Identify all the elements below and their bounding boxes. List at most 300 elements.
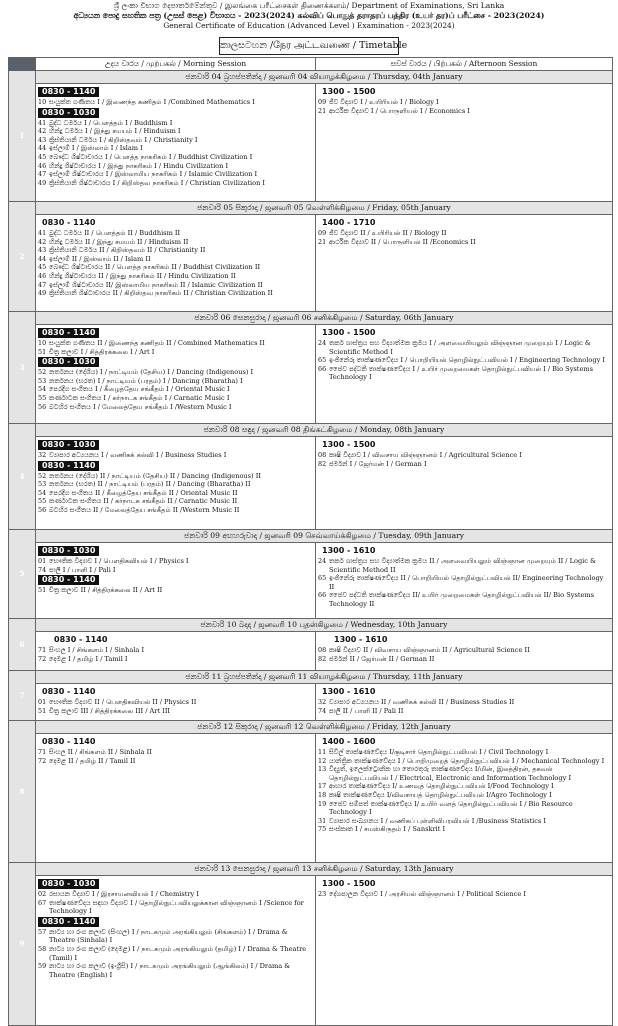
subject-item [38, 339, 312, 348]
subject-item [38, 385, 312, 394]
subject-name: බෞද්ධ ශිෂ්ටාචාරය II / பௌத்த நாகரிகம் II / Buddhist Civilization II [49, 263, 261, 272]
subject-code: 44 [38, 254, 47, 263]
subject-code: 67 [38, 898, 47, 907]
afternoon-session-cell [316, 876, 613, 1026]
subject-code: 82 [318, 459, 327, 468]
subject-code: 19 [318, 799, 327, 808]
subject-name: තර්ක ශාස්ත්‍රය සහ විද්‍යාත්මක ක්‍රමය I / அளவையியலும் விஞ்ஞான முறையும் I / Logic & Scientific Method I [329, 339, 591, 356]
subject-name: ඉස්ලාම් ශිෂ්ටාචාරය I / இஸ்லாமிய நாகரிகம் I / Islamic Civilization I [49, 170, 258, 179]
morning-slots [36, 734, 315, 862]
subject-item [38, 238, 312, 247]
subject-item [318, 782, 609, 791]
subject-name: බටහිර සංගීතය I / மேலைத்தேய சங்கீதம் I /Western Music I [49, 402, 232, 411]
subject-code: 01 [38, 698, 47, 706]
subject-name: නාට්‍ය හා රංග කලාව (දෙමළ) I / நாடகமும் அரங்கியலும் (தமிழ்) I / Drama & Theatre (Tamil) I [49, 944, 307, 962]
morning-slots [36, 684, 315, 720]
subject-code: 08 [318, 646, 327, 654]
subject-item [318, 238, 609, 247]
afternoon-slots [316, 215, 612, 311]
afternoon-session-cell [316, 684, 613, 721]
time-slot-badge: 1400 - 1710 [322, 218, 376, 227]
morning-session-cell [36, 632, 316, 671]
date-row [9, 312, 613, 325]
subject-item [318, 365, 609, 382]
time-slot-badge: 0830 - 1140 [38, 87, 99, 97]
subject-name: ජර්මන් II / ஜேர்மன் II / German II [329, 654, 435, 663]
subject-code: 55 [38, 497, 47, 506]
time-slot-badge: 0830 - 1140 [38, 917, 99, 927]
subject-name: හින්දු ශිෂ්ටාචාරය I / இந்து நாகரிகம் I / Hindu Civilization I [49, 161, 229, 170]
exam-title-line: අධ්‍යයන පොදු සහතික පත්‍ර (උසස් පෙළ) විභාගය - 2023(2024) கல்விப் பொதுத் தராதரப் பத்திர (உயர் தர)ப் பரீட்சை - 2023(2024) [73, 11, 545, 20]
subject-code: 65 [318, 574, 327, 583]
time-slot-badge: 0830 - 1030 [38, 440, 99, 450]
subject-item [38, 272, 312, 281]
subject-code: 54 [38, 488, 47, 497]
subject-item [38, 748, 312, 757]
morning-session-cell [36, 684, 316, 721]
date-label: ජනවාරි 11 බ්‍රහස්පතින්දා / ஜனவரி 11 வியாழக்கிழமை / Thursday, 11th January [36, 671, 613, 684]
subject-code: 66 [318, 591, 327, 600]
subject-item [38, 377, 312, 386]
subject-name: සිවිල් තාක්ෂණවේදය I/குடிசார் தொழில்நுட்பவியல் I / Civil Technology I [329, 748, 549, 756]
subject-item [38, 928, 312, 945]
subject-name: නර්තනය (භරත) I / நாட்டியம் (பரதம்) I / Dancing (Bharatha) I [49, 376, 243, 385]
subject-name: ආර්ථික විද්‍යාව I / பொருளியல் I / Economics I [329, 106, 470, 115]
morning-session-cell [36, 437, 316, 530]
subject-item [318, 460, 609, 469]
exam-english-line: General Certificate of Education (Advanced Level ) Examination - 2023(2024) [163, 21, 455, 30]
subject-name: දෙමළ I / தமிழ் I / Tamil I [49, 654, 128, 663]
subject-code: 46 [38, 271, 47, 280]
subject-name: ජෛව සම්පත් තාක්ෂණවේදය I/ உயிர் வளத் தொழில்நுட்பவியல் I / Bio Resource Technology I [329, 799, 573, 817]
subject-code: 52 [38, 368, 47, 377]
date-label: ජනවාරි 05 සිකුරාදා / ஜனவரி 05 வெள்ளிக்கிழமை / Friday, 05th January [36, 202, 613, 215]
subject-code: 24 [318, 339, 327, 347]
subject-item [318, 791, 609, 800]
subject-name: කෘෂි විද්‍යාව II / விவசாய விஞ்ஞானம் II / Agricultural Science II [329, 646, 530, 654]
subject-item [318, 890, 609, 899]
date-row [9, 71, 613, 84]
subject-name: ක්‍රිස්තියානි ශිෂ්ටාචාරය II / கிறிஸ்தவ நாகரிகம் II / Christian Civilization II [49, 289, 273, 298]
subject-code: 45 [38, 263, 47, 272]
subject-item [38, 229, 312, 238]
subject-name: ආර්ථික විද්‍යාව II / பொருளியல் II /Economics II [329, 237, 476, 246]
subject-item [318, 765, 609, 782]
subject-item [38, 144, 312, 153]
subject-item [318, 591, 609, 608]
subject-item [318, 107, 609, 116]
subject-code: 75 [318, 825, 327, 834]
morning-slots [36, 632, 315, 670]
subject-code: 56 [38, 402, 47, 411]
subject-name: ක්‍රිස්තියානි ධර්මය II / கிறிஸ்தவம் II / Christianity II [49, 246, 206, 255]
subject-code: 41 [38, 229, 47, 237]
subject-code: 71 [38, 748, 47, 756]
subject-item [38, 480, 312, 489]
time-slot-badge: 1300 - 1610 [334, 635, 388, 644]
subject-code: 65 [318, 356, 327, 365]
afternoon-session-header: සවස් වාරය / பிற்பகல் / Afternoon Session [316, 58, 613, 71]
subject-name: චිත්‍ර කලාව III / சித்திரக்கலை III / Art III [49, 706, 171, 715]
time-slot-badge: 0830 - 1030 [38, 879, 99, 889]
time-slot-badge: 0830 - 1030 [38, 108, 99, 118]
subject-item [318, 356, 609, 365]
time-slot-badge: 0830 - 1140 [42, 218, 96, 227]
subject-item [318, 339, 609, 356]
subject-code: 32 [38, 451, 47, 459]
subject-code: 12 [318, 756, 327, 765]
subject-name: කර්ණාටක සංගීතය II / கர்நாடக சங்கீதம் II / Carnatic Music II [49, 497, 238, 506]
subject-item [318, 825, 609, 834]
subject-item [38, 646, 312, 655]
subject-name: ජීව විද්‍යාව I / உயிரியல் I / Biology I [329, 98, 439, 106]
subject-code: 47 [38, 170, 47, 179]
session-row [9, 543, 613, 619]
subject-name: ව්‍යාපාර අධ්‍යයනය I / வணிகக் கல்வி I / Business Studies I [49, 451, 227, 459]
date-label: ජනවාරි 06 සෙනසුරාදා / ஜனவரி 06 சனிக்கிழமை / Saturday, 06th January [36, 312, 613, 325]
subject-name: පෙරදිග සංගීතය I / கீழைத்தேய சங்கீதம் I / Oriental Music I [49, 385, 230, 394]
subject-name: චිත්‍ර කලාව II / சித்திரக்கலை II / Art II [49, 586, 163, 595]
subject-name: සිංහල II / சிங்களம் II / Sinhala II [49, 748, 152, 756]
document-header [0, 0, 618, 55]
afternoon-session-cell [316, 543, 613, 619]
date-label: ජනවාරි 10 බදාදා / ஜனவரி 10 புதன்கிழமை / Wednesday, 10th January [36, 619, 613, 632]
time-slot-badge: 0830 - 1140 [42, 737, 96, 746]
subject-name: නර්තනය (දේශීය) I / நாட்டியம் (தேசிய) I / Dancing (Indigenous) I [49, 368, 254, 377]
session-row [9, 632, 613, 671]
subject-code: 46 [38, 161, 47, 170]
subject-item [38, 899, 312, 916]
subject-item [38, 127, 312, 136]
morning-slots [36, 543, 315, 618]
time-slot-badge: 0830 - 1140 [38, 575, 99, 585]
subject-item [38, 890, 312, 899]
subject-code: 10 [38, 98, 47, 106]
day-number: 9 [9, 863, 36, 1026]
session-row [9, 437, 613, 530]
session-row [9, 84, 613, 202]
day-number: 4 [9, 424, 36, 530]
day-number: 3 [9, 312, 36, 424]
subject-name: පාලි II / பாளி II / Pali II [329, 706, 404, 715]
afternoon-session-cell [316, 215, 613, 312]
day-number: 1 [9, 71, 36, 202]
subject-code: 51 [38, 347, 47, 356]
subject-code: 41 [38, 118, 47, 127]
subject-name: විද්‍යුත්, ඉලෙක්ට්‍රොනික හා තොරතුරු තාක්ෂණවේදය I/மின், இலத்திரன், தகவல் தொழில்நுட்பவியல் I / Electrical, Electronic and Information Technology I [329, 765, 572, 782]
subject-name: තාක්ෂණවේදය සඳහා විද්‍යාව I / தொழில்நுட்பவியலுக்கான விஞ்ஞானம் I /Science for Technology I [49, 898, 304, 916]
morning-session-cell [36, 734, 316, 863]
subject-code: 53 [38, 376, 47, 385]
subject-item [318, 646, 609, 655]
subject-name: භෞතික විද්‍යාව I / பௌதிகவியல் I / Physics I [49, 557, 189, 565]
subject-code: 51 [38, 586, 47, 595]
subject-code: 09 [318, 98, 327, 106]
subject-name: හින්දු ශිෂ්ටාචාරය II / இந்து நாகரிகம் II / Hindu Civilization II [49, 271, 236, 280]
subject-code: 74 [318, 706, 327, 715]
subject-code: 32 [318, 698, 327, 706]
afternoon-slots [316, 734, 612, 862]
subject-code: 21 [318, 106, 327, 115]
subject-name: ක්‍රිස්තියානි ධර්මය I / கிறிஸ்தவம் I / Christianity I [49, 135, 198, 144]
afternoon-slots [316, 325, 612, 423]
morning-session-cell [36, 876, 316, 1026]
subject-name: නාට්‍ය හා රංග කලාව (ඉංග්‍රීසි) I / நாடகமும் அரங்கியலும் (ஆங்கிலம்) I / Drama & Theatre (English) I [49, 962, 291, 979]
subject-item [38, 489, 312, 498]
time-slot-badge: 1300 - 1500 [322, 328, 376, 337]
subject-code: 23 [318, 890, 327, 898]
subject-item [38, 348, 312, 357]
subject-name: ඉස්ලාම් ශිෂ්ටාචාරය II/ இஸ்லாமிய நாகரிகம் II / Islamic Civilization II [49, 280, 263, 289]
date-label: ජනවාරි 09 අඟහරුවාදා / ஜனவரி 09 செவ்வாய்க்கிழமை / Tuesday, 09th January [36, 530, 613, 543]
subject-name: රසායන විද්‍යාව I / இரசாயனவியல் I / Chemistry I [49, 890, 199, 898]
subject-name: ජෛව පද්ධති තාක්ෂණවේදය II/ உயிர் முறைமைகள் தொழில்நுட்பவியல் II/ Bio Systems Technology II [329, 591, 595, 608]
subject-item [318, 707, 609, 716]
subject-item [318, 98, 609, 107]
subject-code: 59 [38, 962, 47, 971]
subject-code: 13 [318, 765, 327, 774]
subject-code: 56 [38, 505, 47, 514]
time-slot-badge: 0830 - 1140 [54, 635, 108, 644]
session-row [9, 215, 613, 312]
subject-name: ඉස්ලාම් II / இஸ்லாம் II / Islam II [49, 254, 151, 263]
subject-code: 43 [38, 246, 47, 255]
subject-code: 09 [318, 229, 327, 237]
subject-name: ඉස්ලාම් I / இஸ்லாம் I / Islam I [49, 144, 143, 153]
morning-session-cell [36, 543, 316, 619]
subject-item [38, 98, 312, 107]
subject-item [318, 574, 609, 591]
subject-name: නාට්‍ය හා රංග කලාව (සිංහල) I / நாடகமும் அரங்கியலும் (சிங்களம்) I / Drama & Theatre (Sinhala) I [49, 927, 288, 945]
subject-code: 42 [38, 237, 47, 246]
date-row [9, 671, 613, 684]
subject-name: ජෛව පද්ධති තාක්ෂණවේදය I / உயிர் முறைமைகள் தொழில்நுட்பவியல் I / Bio Systems Technology I [329, 364, 593, 382]
subject-code: 21 [318, 237, 327, 246]
subject-item [38, 962, 312, 979]
date-row [9, 619, 613, 632]
subject-code: 11 [318, 748, 327, 756]
subject-item [38, 394, 312, 403]
subject-item [38, 368, 312, 377]
subject-name: බටහිර සංගීතය II / மேலைத்தேய சங்கீதம் II /Western Music II [49, 505, 240, 514]
subject-item [38, 566, 312, 575]
morning-slots [36, 215, 315, 311]
subject-item [38, 506, 312, 515]
morning-slots [36, 325, 315, 423]
subject-code: 55 [38, 393, 47, 402]
subject-code: 74 [38, 565, 47, 574]
subject-item [318, 451, 609, 460]
subject-name: කෘෂි විද්‍යාව I / விவசாய விஞ்ஞானம் I / Agricultural Science I [329, 451, 522, 459]
subject-name: කර්ණාටක සංගීතය I / கர்நாடக சங்கீதம் I / Carnatic Music I [49, 393, 230, 402]
time-slot-badge: 1300 - 1500 [322, 87, 376, 96]
subject-code: 49 [38, 289, 47, 298]
subject-item [38, 289, 312, 298]
subject-code: 45 [38, 152, 47, 161]
subject-item [38, 557, 312, 566]
subject-item [318, 748, 609, 757]
session-header-row [9, 58, 613, 71]
subject-code: 44 [38, 144, 47, 153]
date-row [9, 202, 613, 215]
subject-name: පෙරදිග සංගීතය II / கீழைத்தேய சங்கீதம் II / Oriental Music II [49, 488, 238, 497]
subject-item [38, 497, 312, 506]
subject-item [318, 229, 609, 238]
time-slot-badge: 0830 - 1140 [38, 461, 99, 471]
time-slot-badge: 0830 - 1140 [38, 328, 99, 338]
date-label: ජනවාරි 08 සඳුදා / ஜனவரி 08 திங்கட்கிழமை / Monday, 08th January [36, 424, 613, 437]
subject-item [38, 472, 312, 481]
date-label: ජනවාරි 04 බ්‍රහස්පතින්දා / ஜனவரி 04 வியாழக்கிழமை / Thursday, 04th January [36, 71, 613, 84]
subject-code: 82 [318, 654, 327, 663]
session-row [9, 876, 613, 1026]
day-number: 7 [9, 671, 36, 721]
subject-name: ඉංජිනේරු තාක්ෂණවේදය I / பொறியியல் தொழில்நுட்பவியல் I / Engineering Technology I [329, 356, 605, 365]
subject-item [38, 246, 312, 255]
subject-item [38, 655, 312, 664]
subject-code: 54 [38, 385, 47, 394]
day-number: 5 [9, 530, 36, 619]
subject-item [38, 586, 312, 595]
subject-name: යාන්ත්‍රික තාක්ෂණවේදය I / பொறிமுறைத் தொழில்நுட்பவியல் I / Mechanical Technology I [329, 756, 605, 765]
session-row [9, 684, 613, 721]
subject-item [318, 557, 609, 574]
date-row [9, 863, 613, 876]
subject-item [38, 179, 312, 188]
subject-item [38, 263, 312, 272]
subject-item [38, 707, 312, 716]
subject-code: 01 [38, 557, 47, 565]
subject-item [38, 451, 312, 460]
subject-code: 10 [38, 339, 47, 347]
session-row [9, 325, 613, 424]
subject-item [38, 281, 312, 290]
subject-item [38, 162, 312, 171]
afternoon-slots [316, 543, 612, 618]
morning-session-cell [36, 215, 316, 312]
department-line: ශ්‍රී ලංකා විභාග දෙපාර්තමේන්තුව / இலங்கை பரீட்சைகள் திணைக்களம்/ Department of Examinations, Sri Lanka [113, 1, 505, 10]
subject-item [38, 698, 312, 707]
subject-code: 47 [38, 280, 47, 289]
subject-item [38, 403, 312, 412]
subject-name: සංයුක්ත ගණිතය I / இணைந்த கணிதம் I /Combined Mathematics I [49, 98, 255, 106]
subject-name: ව්‍යාපාර සංඛ්‍යානය I / வணிகப் புள்ளிவிபரவியல் I /Business Statistics I [329, 816, 547, 825]
subject-name: පාලි I / பாளி I / Pali I [49, 565, 116, 574]
corner-cell [9, 58, 36, 71]
subject-name: ක්‍රිස්තියානි ශිෂ්ටාචාරය I / கிறிஸ்தவ நாகரிகம் I / Christian Civilization I [49, 178, 266, 187]
morning-session-cell [36, 84, 316, 202]
time-slot-badge: 1300 - 1610 [322, 546, 376, 555]
subject-code: 53 [38, 480, 47, 489]
date-label: ජනවාරි 12 සිකුරාදා / ஜனவரி 12 வெள்ளிக்கிழமை / Friday, 12th January [36, 721, 613, 734]
subject-code: 66 [318, 364, 327, 373]
subject-code: 71 [38, 646, 47, 654]
subject-code: 57 [38, 927, 47, 936]
date-row [9, 721, 613, 734]
afternoon-slots [316, 437, 612, 529]
subject-name: නර්තනය (භරත) II / நாட்டியம் (பரதம்) II / Dancing (Bharatha) II [49, 480, 251, 489]
afternoon-slots [316, 84, 612, 201]
subject-name: ව්‍යාපාර අධ්‍යයනය II / வணிகக் கல்வி II / Business Studies II [329, 698, 515, 706]
day-number: 6 [9, 619, 36, 671]
subject-code: 52 [38, 471, 47, 480]
subject-item [38, 170, 312, 179]
subject-name: කෘෂි තාක්ෂණවේදය I/விவசாயத் தொழில்நுட்பவியல் I/Agro Technology I [329, 790, 552, 799]
subject-item [38, 945, 312, 962]
page-title: කාලසටහන /நேர அட்டவணை / Timetable [219, 37, 399, 55]
subject-code: 49 [38, 178, 47, 187]
subject-name: සිංහල I / சிங்களம் I / Sinhala I [49, 646, 145, 654]
date-label: ජනවාරි 13 සෙනසුරාදා / ஜனவரி 13 சனிக்கிழமை / Saturday, 13th January [36, 863, 613, 876]
time-slot-badge: 1300 - 1500 [322, 440, 376, 449]
subject-name: ඉංජිනේරු තාක්ෂණවේදය II / பொறியியல் தொழில்நுட்பவியல் II/ Engineering Technology II [329, 574, 604, 591]
timetable [8, 57, 613, 1026]
subject-name: ජීව විද්‍යාව II / உயிரியல் II / Biology II [329, 229, 447, 237]
time-slot-badge: 0830 - 1140 [42, 687, 96, 696]
subject-name: බුද්ධ ධර්මය II / பௌத்தம் II / Buddhism II [49, 229, 181, 237]
subject-item [318, 757, 609, 766]
subject-code: 72 [38, 756, 47, 765]
afternoon-session-cell [316, 325, 613, 424]
subject-code: 72 [38, 654, 47, 663]
subject-code: 24 [318, 557, 327, 565]
subject-name: භෞතික විද්‍යාව II / பௌதிகவியல் II / Physics II [49, 698, 197, 706]
time-slot-badge: 0830 - 1030 [38, 357, 99, 367]
subject-code: 02 [38, 890, 47, 898]
subject-name: ආහාර තාක්ෂණවේදය I/ உணவுத் தொழில்நுட்பவியல் I/Food Technology I [329, 782, 554, 791]
afternoon-slots [316, 632, 612, 670]
afternoon-session-cell [316, 632, 613, 671]
subject-code: 58 [38, 944, 47, 953]
day-number: 8 [9, 721, 36, 863]
subject-name: දේශපාලන විද්‍යාව I / அரசியல் விஞ்ஞானம் I / Political Science I [329, 890, 526, 898]
time-slot-badge: 0830 - 1030 [38, 546, 99, 556]
subject-code: 42 [38, 127, 47, 136]
subject-name: සංයුක්ත ගණිතය II / இணைந்த கணிதம் II / Combined Mathematics II [49, 339, 265, 347]
afternoon-slots [316, 876, 612, 1025]
subject-name: දෙමළ II / தமிழ் II / Tamil II [49, 756, 136, 765]
time-slot-badge: 1400 - 1600 [322, 737, 376, 746]
subject-code: 31 [318, 816, 327, 825]
subject-name: තර්ක ශාස්ත්‍රය සහ විද්‍යාත්මක ක්‍රමය II / அளவையியலும் விஞ்ஞான முறையும் II / Logic & Scientific Method II [329, 557, 596, 574]
subject-name: සංස්කෘත I / சமஸ்கிருதம் I / Sanskrit I [329, 825, 446, 834]
subject-item [38, 757, 312, 766]
subject-name: නර්තනය (දේශීය) II / நாட்டியம் (தேசிய) II / Dancing (Indigenous) II [49, 471, 261, 480]
subject-name: බෞද්ධ ශිෂ්ටාචාරය I / பௌத்த நாகரிகம் I / Buddhist Civilization I [49, 152, 253, 161]
subject-item [38, 153, 312, 162]
subject-item [318, 655, 609, 664]
subject-name: හින්දු ධර්මය II / இந்து சமயம் II / Hinduism II [49, 237, 189, 246]
time-slot-badge: 1300 - 1500 [322, 879, 376, 888]
morning-session-header: උදය වාරය / முற்பகல் / Morning Session [36, 58, 316, 71]
subject-item [318, 698, 609, 707]
subject-item [318, 800, 609, 817]
day-number: 2 [9, 202, 36, 312]
time-slot-badge: 1300 - 1610 [322, 687, 376, 696]
date-row [9, 530, 613, 543]
afternoon-slots [316, 684, 612, 720]
subject-code: 43 [38, 135, 47, 144]
subject-name: ජර්මන් I / ஜேர்மன் I / German I [329, 459, 427, 468]
afternoon-session-cell [316, 84, 613, 202]
morning-slots [36, 876, 315, 1025]
subject-code: 18 [318, 790, 327, 799]
morning-slots [36, 84, 315, 201]
date-row [9, 424, 613, 437]
morning-slots [36, 437, 315, 529]
subject-name: චිත්‍ර කලාව I / சித்திரக்கலை I / Art I [49, 347, 155, 356]
afternoon-session-cell [316, 734, 613, 863]
